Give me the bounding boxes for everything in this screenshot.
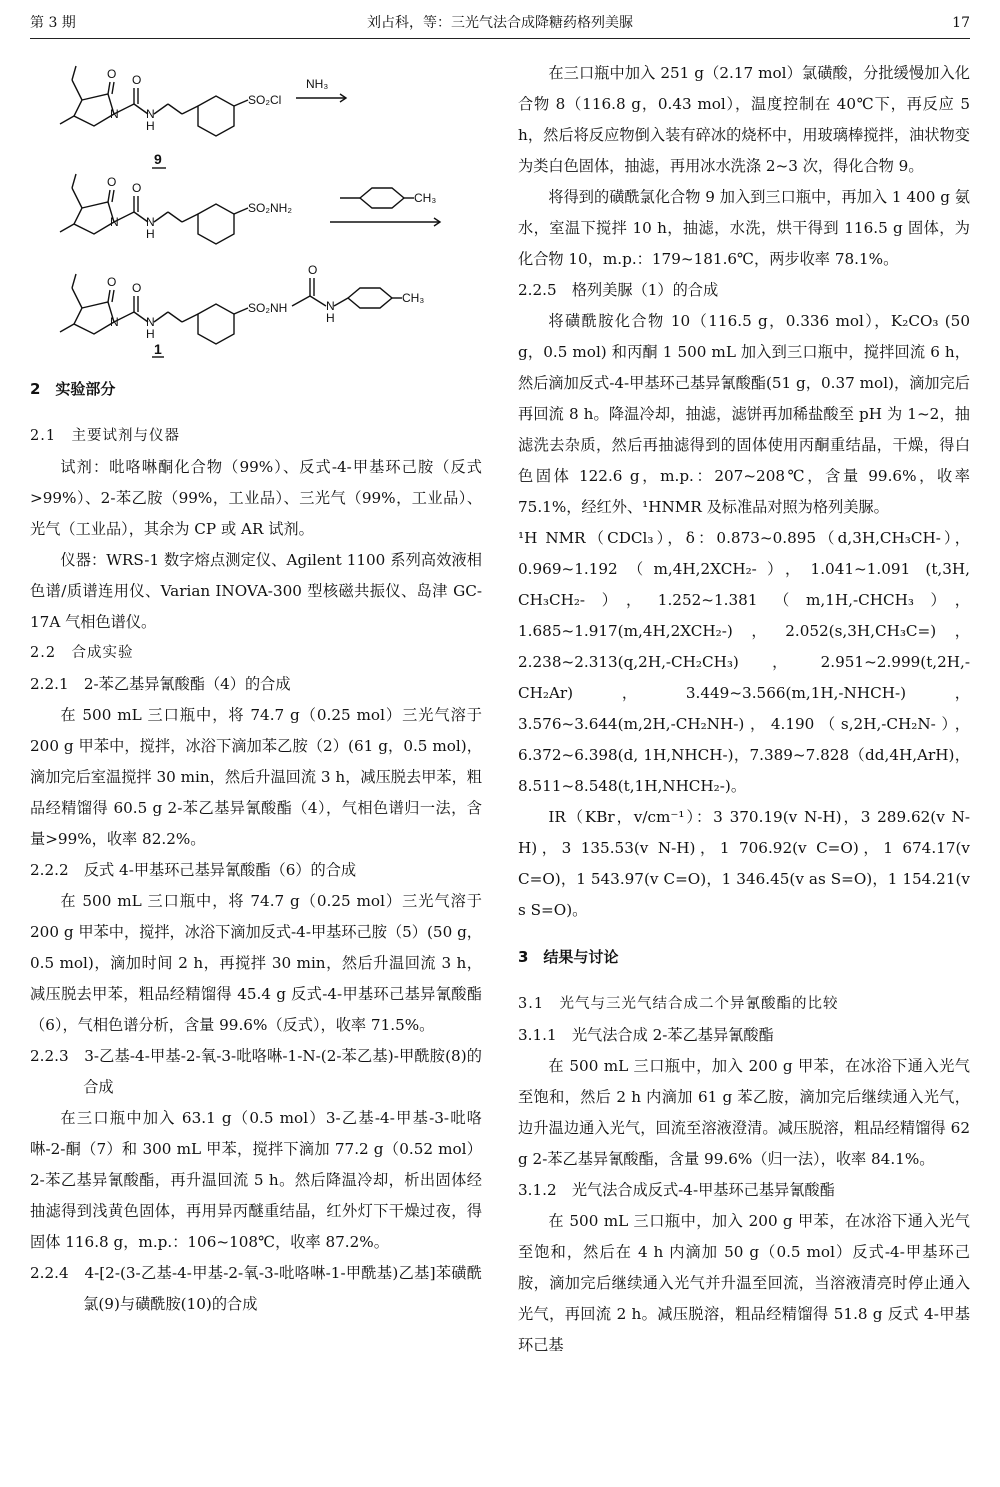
section-2-2-4-paragraph-a: 在三口瓶中加入 251 g（2.17 mol）氯磺酸，分批缓慢加入化合物 8（116.8 g，0.43 mol），温度控制在 40℃下，再反应 5 h，然后将反应物倒入装有碎冰的烧杯中，用玻璃棒搅拌，油状物变为类白色固体，抽滤，再用冰水洗涤 2~3 次，得化合物 9。 (518, 64, 970, 175)
nitrogen-label: N (326, 299, 335, 313)
section-3-1-1-paragraph: 在 500 mL 三口瓶中，加入 200 g 甲苯，在冰浴下通入光气至饱和，然后 2 h 内滴加 61 g 苯乙胺，滴加完后继续通入光气，边升温边通入光气，回流至溶液澄清。减压脱溶，粗品经精馏得 62 g 2-苯乙基异氰酸酯，含量 99.6%（归一法），收率 84.1%。 (518, 1057, 970, 1168)
synthesis-scheme (30, 58, 482, 358)
ammonia-arrow (296, 77, 346, 102)
nitrogen-label: N (110, 215, 119, 229)
reagents-paragraph: 试剂：吡咯啉酮化合物（99%）、反式-4-甲基环己胺（反式>99%）、2-苯乙胺（99%，工业品）、三光气（99%，工业品）、光气（工业品），其余为 CP 或 AR 试剂。 (30, 458, 482, 538)
ammonia-reagent-label: NH₃ (306, 77, 329, 91)
isocyanate-arrow (330, 188, 440, 226)
section-2-1-heading: 2.1 主要试剂与仪器 (30, 428, 181, 444)
nmr-data: ¹H NMR（CDCl₃），δ：0.873~0.895（d,3H,CH₃CH-），0.969~1.192（m,4H,2XCH₂-），1.041~1.091 (t,3H, CH₃CH₂-），1.252~1.381（m,1H,-CHCH₃），1.685~1.917(m,4H,2XCH₂-)，2.052(s,3H,CH₃C=)，2.238~2.313(q,2H,-CH₂CH₃)，2.951~2.999(t,2H,-CH₂Ar)，3.449~3.566(m,1H,-NHCH-)，3.576~3.644(m,2H,-CH₂NH-)，4.190（s,2H,-CH₂N-），6.372~6.398(d, 1H,NHCH-)，7.389~7.828（dd,4H,ArH)，8.511~8.548(t,1H,NHCH₂-)。 (518, 529, 970, 795)
section-2-2-2-heading: 2.2.2 反式 4-甲基环己基异氰酸酯（6）的合成 (30, 861, 357, 879)
ir-data: IR（KBr，v/cm⁻¹）：3 370.19(v N-H)，3 289.62(v N-H)，3 135.53(v N-H)，1 706.92(v C=O)，1 674.17(v C=O)，1 543.97(v C=O)，1 346.45(v as S=O)，1 154.21(v s S=O)。 (518, 808, 970, 919)
methyl-label: CH₃ (414, 191, 437, 205)
running-title: 刘占科，等：三光气法合成降糖药格列美脲 (367, 15, 633, 31)
nitrogen-label: N (146, 315, 155, 329)
compound-1-label: 1 (154, 341, 162, 357)
section-2-heading: 2 实验部分 (30, 380, 116, 398)
hydrogen-label: H (146, 119, 155, 133)
page-number: 17 (952, 15, 970, 31)
oxygen-label: O (132, 281, 142, 295)
section-2-2-4-heading: 2.2.4 4-[2-(3-乙基-4-甲基-2-氧-3-吡咯啉-1-甲酰基)乙基]苯磺酰氯(9)与磺酰胺(10)的合成 (30, 1264, 482, 1313)
compound-9-label: 9 (154, 151, 162, 167)
right-column (518, 58, 970, 1361)
sulfonamide-label: SO₂NH₂ (248, 201, 292, 215)
section-2-2-1-heading: 2.2.1 2-苯乙基异氰酸酯（4）的合成 (30, 675, 291, 693)
hydrogen-label: H (146, 227, 155, 241)
section-3-1-heading: 3.1 光气与三光气结合成二个异氰酸酯的比较 (518, 996, 839, 1012)
hydrogen-label: H (326, 311, 335, 325)
sulfonyl-chloride-label: SO₂Cl (248, 93, 282, 107)
section-2-2-2-paragraph: 在 500 mL 三口瓶中，将 74.7 g（0.25 mol）三光气溶于 200 g 甲苯中，搅拌，冰浴下滴加反式-4-甲基环己胺（5）(50 g，0.5 mol)，滴加时间 2 h，再搅拌 30 min，然后升温回流 3 h，减压脱去甲苯，粗品经精馏得 45.4 g 反式-4-甲基环己基异氰酸酯（6），气相色谱分析，含量 99.6%（反式），收率 71.5%。 (30, 892, 482, 1034)
oxygen-label: O (132, 181, 142, 195)
issue-number: 第 3 期 (30, 15, 76, 31)
section-3-1-2-paragraph: 在 500 mL 三口瓶中，加入 200 g 甲苯，在冰浴下通入光气至饱和，然后在 4 h 内滴加 50 g（0.5 mol）反式-4-甲基环己胺，滴加完后继续通入光气并升温至回流，当溶液清亮时停止通入光气，再回流 2 h。减压脱溶，粗品经精馏得 51.8 g 反式 4-甲基环己基 (518, 1212, 970, 1354)
nitrogen-label: N (110, 107, 119, 121)
section-2-2-3-heading: 2.2.3 3-乙基-4-甲基-2-氧-3-吡咯啉-1-N-(2-苯乙基)-甲酰胺(8)的合成 (30, 1047, 482, 1096)
section-2-2-5-paragraph: 将磺酰胺化合物 10（116.5 g，0.336 mol），K₂CO₃ (50 g，0.5 mol) 和丙酮 1 500 mL 加入到三口瓶中，搅拌回流 6 h，然后滴加反式-4-甲基环己基异氰酸酯(51 g，0.37 mol)，滴加完后再回流 8 h。降温冷却，抽滤，滤饼再加稀盐酸至 pH 为 1~2，抽滤洗去杂质，然后再抽滤得到的固体使用丙酮重结晶，干燥，得白色固体 122.6 g，m.p.：207~208℃，含量 99.6%，收率 75.1%，经红外、¹HNMR 及标准品对照为格列美脲。 (518, 312, 970, 516)
compound-9-structure (60, 66, 281, 168)
reaction-scheme-figure (30, 58, 482, 358)
nitrogen-label: N (110, 315, 119, 329)
section-2-2-heading: 2.2 合成实验 (30, 645, 134, 661)
running-header (30, 8, 970, 39)
section-2-2-4-paragraph-b: 将得到的磺酰氯化合物 9 加入到三口瓶中，再加入 1 400 g 氨水，室温下搅拌 10 h，抽滤，水洗，烘干得到 116.5 g 固体，为化合物 10，m.p.：179~181.6℃，两步收率 78.1%。 (518, 188, 970, 268)
section-3-1-2-heading: 3.1.2 光气法合成反式-4-甲基环己基异氰酸酯 (518, 1181, 835, 1199)
section-2-2-1-paragraph: 在 500 mL 三口瓶中，将 74.7 g（0.25 mol）三光气溶于 200 g 甲苯中，搅拌，冰浴下滴加苯乙胺（2）(61 g，0.5 mol)，滴加完后室温搅拌 30 min，然后升温回流 3 h，减压脱去甲苯，粗品经精馏得 60.5 g 2-苯乙基异氰酸酯（4），气相色谱归一法，含量>99%，收率 82.2%。 (30, 706, 482, 848)
instruments-paragraph: 仪器：WRS-1 数字熔点测定仪、Agilent 1100 系列高效液相色谱/质谱连用仪、Varian INOVA-300 型核磁共振仪、岛津 GC-17A 气相色谱仪。 (30, 551, 482, 631)
left-column (30, 58, 482, 1320)
oxygen-label: O (107, 67, 117, 81)
oxygen-label: O (107, 275, 117, 289)
oxygen-label: O (308, 263, 318, 277)
compound-10-structure (60, 174, 292, 244)
section-2-2-3-paragraph: 在三口瓶中加入 63.1 g（0.5 mol）3-乙基-4-甲基-3-吡咯啉-2-酮（7）和 300 mL 甲苯，搅拌下滴加 77.2 g（0.52 mol）2-苯乙基异氰酸酯，再升温回流 5 h。然后降温冷却，析出固体经抽滤得到浅黄色固体，再用异丙醚重结晶，红外灯下干燥过夜，得固体 116.8 g，m.p.：106~108℃，收率 87.2%。 (30, 1109, 482, 1251)
section-2-2-5-heading: 2.2.5 格列美脲（1）的合成 (518, 281, 719, 299)
nitrogen-label: N (146, 107, 155, 121)
oxygen-label: O (107, 175, 117, 189)
sulfonylurea-label: SO₂NH (248, 301, 288, 315)
oxygen-label: O (132, 73, 142, 87)
hydrogen-label: H (146, 327, 155, 341)
methyl-label: CH₃ (402, 291, 425, 305)
section-3-heading: 3 结果与讨论 (518, 948, 619, 966)
glimepiride-structure (60, 263, 424, 357)
section-3-1-1-heading: 3.1.1 光气法合成 2-苯乙基异氰酸酯 (518, 1026, 774, 1044)
nitrogen-label: N (146, 215, 155, 229)
